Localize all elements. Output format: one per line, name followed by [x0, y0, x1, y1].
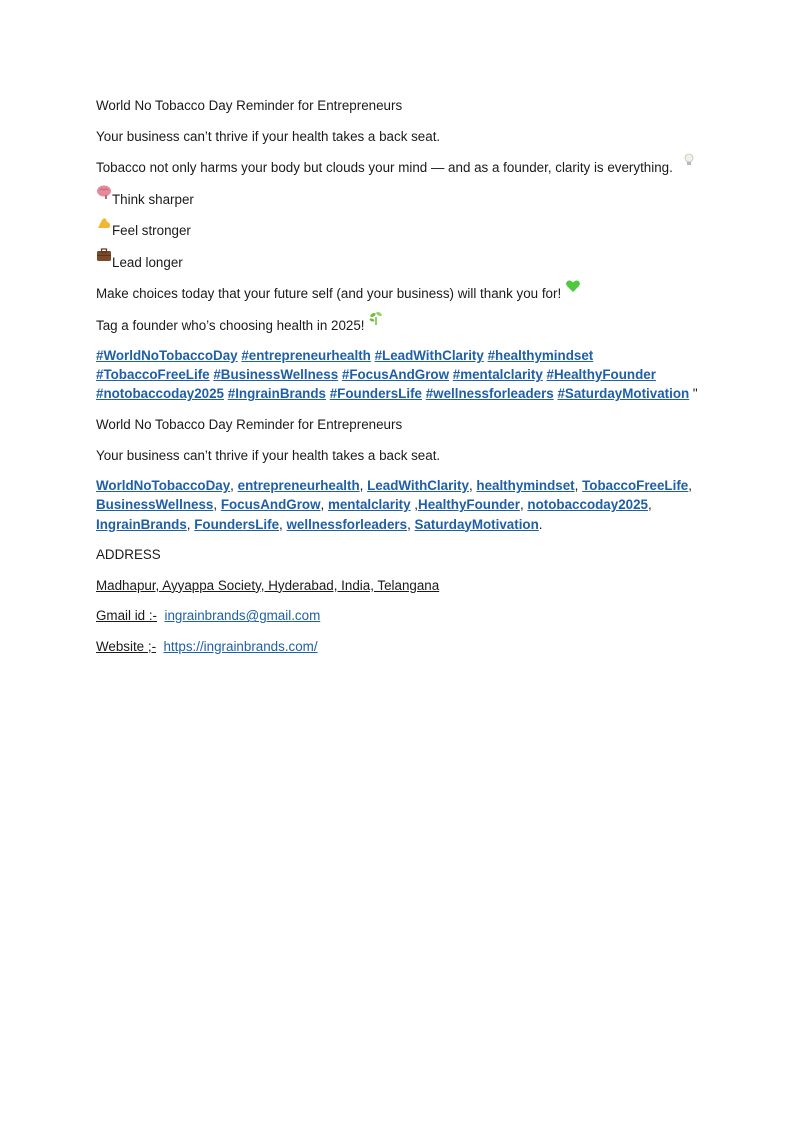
bullet-feel-text: Feel stronger: [112, 223, 191, 238]
intro-line-2: Your business can’t thrive if your health takes a back seat.: [96, 447, 441, 463]
tobacco-line-text: Tobacco not only harms your body but clouds your mind — and as a founder, clarity is everything.: [96, 160, 673, 175]
keyword-link[interactable]: LeadWithClarity: [367, 478, 469, 494]
light-bulb-icon: [681, 157, 697, 173]
keyword-link[interactable]: WorldNoTobaccoDay: [96, 478, 231, 494]
hashtag-link[interactable]: #FoundersLife: [329, 386, 422, 402]
briefcase-icon: [96, 252, 112, 268]
tobacco-line: [96, 157, 706, 177]
hashtag-link[interactable]: #LeadWithClarity: [374, 348, 484, 363]
keyword-link[interactable]: TobaccoFreeLife: [582, 478, 689, 494]
hashtag-link[interactable]: #BusinessWellness: [213, 367, 339, 383]
hashtags-trailing: ": [689, 386, 698, 402]
address-label: ADDRESS: [96, 547, 161, 563]
bullet-lead-text: Lead longer: [112, 254, 183, 270]
hashtag-link[interactable]: #HealthyFounder: [546, 367, 656, 383]
hashtag-link[interactable]: #entrepreneurhealth: [241, 348, 371, 363]
hashtag-link[interactable]: #WorldNoTobaccoDay: [96, 348, 238, 363]
intro-line: Your business can’t thrive if your health takes a back seat.: [96, 128, 441, 144]
hashtags-block: [96, 346, 706, 404]
keyword-link[interactable]: SaturdayMotivation: [414, 516, 539, 532]
keywords-block: WorldNoTobaccoDay, entrepreneurhealth, LeadWithClarity, healthymindset, TobaccoFreeLife, BusinessWellness, FocusAndGrow, mentalclarity ,HealthyFounder, notobaccoday2025, IngrainBrands, FoundersLife, wellnessforleaders, SaturdayMotivation.: [96, 478, 692, 532]
hashtag-link[interactable]: #TobaccoFreeLife: [96, 367, 210, 383]
keyword-link[interactable]: FoundersLife: [194, 516, 280, 532]
keyword-link[interactable]: notobaccoday2025: [527, 497, 648, 513]
keyword-link[interactable]: HealthyFounder: [418, 497, 520, 513]
sprout-icon: [368, 315, 384, 331]
hashtag-link[interactable]: #healthymindset: [487, 348, 594, 363]
keyword-link[interactable]: healthymindset: [476, 478, 575, 494]
hashtag-link[interactable]: #FocusAndGrow: [341, 367, 450, 383]
website-line: [96, 637, 706, 656]
hashtag-link[interactable]: #mentalclarity: [452, 367, 543, 383]
tag-line-text: Tag a founder who’s choosing health in 2025!: [96, 317, 365, 333]
keyword-link[interactable]: mentalclarity: [327, 497, 411, 513]
document-page: [96, 96, 706, 667]
keyword-link[interactable]: entrepreneurhealth: [237, 478, 360, 494]
title-line-2: World No Tobacco Day Reminder for Entrepreneurs: [96, 417, 403, 433]
keyword-link[interactable]: wellnessforleaders: [286, 516, 408, 532]
bullet-think-text: Think sharper: [112, 191, 194, 207]
bullet-feel: [96, 220, 706, 240]
choices-line-text: Make choices today that your future self (and your business) will thank you for!: [96, 286, 562, 301]
green-heart-icon: [565, 283, 581, 299]
choices-line: [96, 283, 706, 303]
website-link[interactable]: https://ingrainbrands.com/: [163, 638, 318, 654]
hashtag-link[interactable]: #IngrainBrands: [227, 386, 326, 402]
gmail-line: [96, 606, 706, 625]
keyword-link[interactable]: FocusAndGrow: [220, 497, 321, 513]
flexed-biceps-icon: [96, 220, 112, 236]
hashtag-link[interactable]: #SaturdayMotivation: [557, 386, 690, 402]
address-line: [96, 576, 706, 595]
brain-icon: [96, 189, 112, 205]
keyword-link[interactable]: BusinessWellness: [96, 497, 214, 513]
tag-line: [96, 315, 706, 335]
hashtag-link[interactable]: #wellnessforleaders: [425, 386, 554, 402]
website-label: Website ;-: [96, 638, 157, 654]
keyword-link[interactable]: IngrainBrands: [96, 516, 187, 532]
hashtag-link[interactable]: #notobaccoday2025: [96, 386, 225, 402]
gmail-link[interactable]: ingrainbrands@gmail.com: [164, 608, 321, 624]
bullet-lead: [96, 252, 706, 272]
gmail-label: Gmail id :-: [96, 608, 158, 624]
address-text: Madhapur, Ayyappa Society, Hyderabad, India, Telangana: [96, 577, 440, 593]
bullet-think: [96, 189, 706, 209]
title-line: World No Tobacco Day Reminder for Entrepreneurs: [96, 98, 403, 113]
